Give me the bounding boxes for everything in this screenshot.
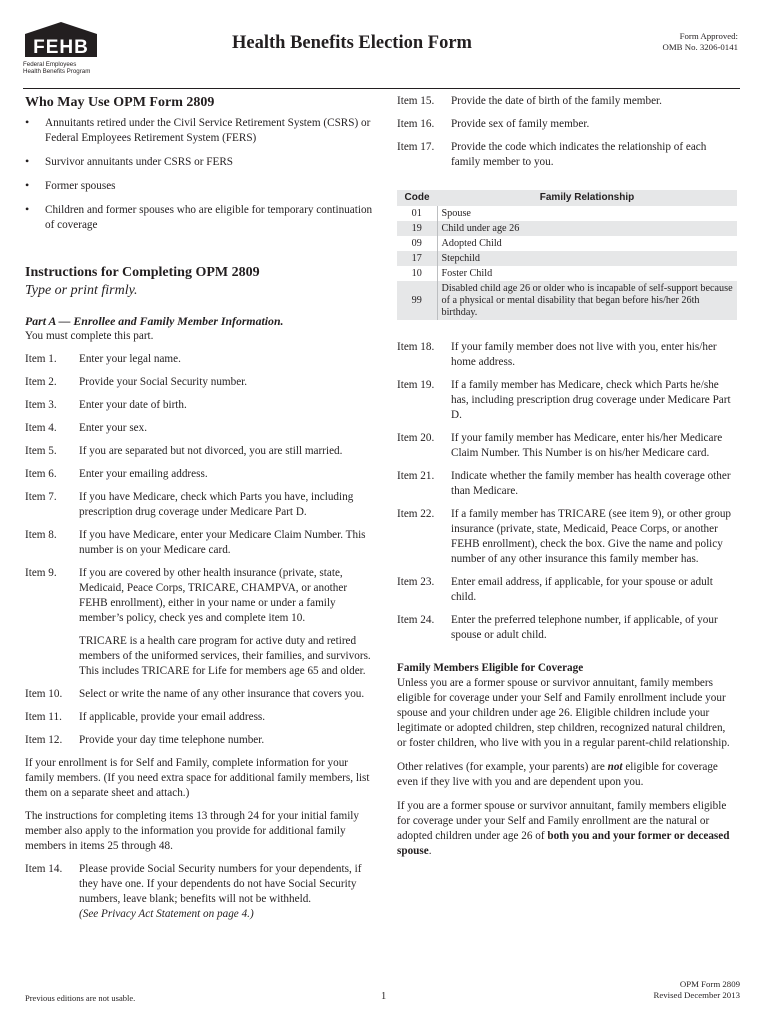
right-column <box>397 94 737 859</box>
code-cell: 09 <box>411 238 422 249</box>
who-bullet: • Annuitants retired under the Civil Service Retirement System (CSRS) or Federal Employees Retirement System (FERS) <box>25 116 377 146</box>
header-divider <box>23 88 740 89</box>
who-bullet: • Children and former spouses who are eligible for temporary continuation of coverage <box>25 203 377 233</box>
previous-editions-note: Previous editions are not usable. <box>25 993 136 1003</box>
part-a-heading: Part A — Enrollee and Family Member Information. <box>25 314 284 328</box>
item-number: Item 9. <box>25 567 57 579</box>
privacy-act-reference: (See Privacy Act Statement on page 4.) <box>79 908 254 920</box>
instruction-item <box>397 613 737 643</box>
instruction-item <box>25 421 377 436</box>
instruction-item <box>25 375 377 390</box>
item-text: Enter your legal name. <box>79 353 181 365</box>
form-revision-block <box>654 979 740 1001</box>
item-number: Item 6. <box>25 468 57 480</box>
relationship-cell: Child under age 26 <box>437 221 737 236</box>
eligible-p2-text-a: Other relatives (for example, your parents) are <box>397 761 608 773</box>
instruction-item <box>397 340 737 370</box>
item-text: If you have Medicare, check which Parts you have, including prescription drug coverage under Medicare Part D. <box>79 491 354 518</box>
item-number: Item 10. <box>25 688 63 700</box>
item-number: Item 11. <box>25 711 62 723</box>
code-cell: 17 <box>397 251 437 266</box>
instruction-item <box>25 398 377 413</box>
self-family-note: If your enrollment is for Self and Family, complete information for your family members. (If you need extra space for additional family members, list them on a separate sheet and attach.) <box>25 757 370 799</box>
instruction-item <box>397 140 737 170</box>
item-text: Enter email address, if applicable, for your spouse or adult child. <box>451 576 713 603</box>
code-cell: 99 <box>397 281 437 320</box>
omb-number: OMB No. 3206-0141 <box>662 42 738 52</box>
item-text: If you are separated but not divorced, you are still married. <box>79 445 343 457</box>
item-number: Item 22. <box>397 508 435 520</box>
item-number: Item 12. <box>25 734 63 746</box>
eligible-paragraph-3 <box>397 799 737 859</box>
instruction-item <box>25 862 377 922</box>
svg-text:FEHB: FEHB <box>33 37 89 58</box>
item-text: Enter your sex. <box>79 422 148 434</box>
relationship-cell: Stepchild <box>437 251 737 266</box>
item-number: Item 8. <box>25 529 57 541</box>
table-row <box>397 221 737 236</box>
item-number: Item 3. <box>25 399 57 411</box>
relationship-cell: Disabled child age 26 or older who is incapable of self-support because of a physical or mental disability that began before his/her 26th birthday. <box>437 281 737 320</box>
eligible-p3-bold: both you and your former or deceased spouse <box>397 830 730 857</box>
instruction-item <box>25 528 377 558</box>
who-heading: Who May Use OPM Form 2809 <box>25 95 215 110</box>
code-cell: 10 <box>411 268 422 279</box>
item-number: Item 23. <box>397 576 435 588</box>
instruction-item <box>397 94 737 109</box>
logo-subtitle-2: Health Benefits Program <box>23 68 91 75</box>
item-text <box>79 862 377 922</box>
relationship-cell: Foster Child <box>437 266 737 281</box>
form-number: OPM Form 2809 <box>679 979 740 989</box>
fehb-logo <box>23 20 99 75</box>
revision-date: Revised December 2013 <box>653 990 740 1000</box>
relationship-cell: Adopted Child <box>437 236 737 251</box>
instruction-item <box>25 710 377 725</box>
code-cell: 19 <box>397 221 437 236</box>
form-approved-label: Form Approved: <box>679 31 738 41</box>
left-column <box>25 94 377 922</box>
relationship-cell: Spouse <box>437 206 737 221</box>
fehb-logo-mark <box>23 20 99 58</box>
item-text: Provide sex of family member. <box>451 118 590 130</box>
instruction-item <box>25 566 377 626</box>
table-row <box>397 236 737 251</box>
item-text: Provide the date of birth of the family member. <box>451 95 662 107</box>
item-list-a <box>25 352 377 748</box>
table-row <box>397 266 737 281</box>
code-column-header: Code <box>397 190 437 206</box>
item-number: Item 1. <box>25 353 57 365</box>
item-text: If you have Medicare, enter your Medicare Claim Number. This number is on your Medicare card. <box>79 529 366 556</box>
instruction-item <box>397 117 737 132</box>
who-bullet: • Former spouses <box>25 179 377 194</box>
item-text: If your family member does not live with you, enter his/her home address. <box>451 341 717 368</box>
page-number: 1 <box>381 991 387 1002</box>
who-bullet: • Survivor annuitants under CSRS or FERS <box>25 155 377 170</box>
item-number: Item 2. <box>25 376 57 388</box>
instruction-item <box>25 444 377 459</box>
table-header-row <box>397 190 737 206</box>
item-text: If applicable, provide your email address. <box>79 711 266 723</box>
tricare-note: TRICARE is a health care program for active duty and retired members of the uniformed services, their families, and survivors. This includes TRICARE for Life for members age 65 and older. <box>79 635 371 677</box>
item-number: Item 5. <box>25 445 57 457</box>
table-row <box>397 281 737 320</box>
item-list-b <box>397 340 737 643</box>
item-number: Item 7. <box>25 491 57 503</box>
item-text: Provide the code which indicates the relationship of each family member to you. <box>451 141 707 168</box>
item-14-text: Please provide Social Security numbers for your dependents, if they have one. If your dependents do not have Social Security numbers, leave blank; benefits will not be withheld. <box>79 863 362 905</box>
item-text: If a family member has TRICARE (see item 9), or other group insurance (private, state, Medicaid, Peace Corps, or another FEHB enrollment), check the box. Give the name and policy number of any other insurance this family member has. <box>451 508 732 565</box>
item-number: Item 4. <box>25 422 57 434</box>
item-number: Item 18. <box>397 341 435 353</box>
eligible-p3-text-b: . <box>428 845 432 857</box>
item-text: Enter your emailing address. <box>79 468 208 480</box>
item-number: Item 19. <box>397 379 435 391</box>
form-approved-block <box>662 31 738 53</box>
item-text: Enter the preferred telephone number, if applicable, of your spouse or adult child. <box>451 614 718 641</box>
table-row <box>397 206 737 221</box>
eligible-p2-not: not <box>607 761 623 773</box>
instruction-item <box>25 490 377 520</box>
instruction-item <box>25 352 377 367</box>
item-text: Indicate whether the family member has health coverage other than Medicare. <box>451 470 731 497</box>
instruction-item <box>25 687 377 702</box>
relationship-code-table <box>397 190 737 320</box>
instruction-item <box>397 431 737 461</box>
item-text: Provide your day time telephone number. <box>79 734 265 746</box>
item-text: If your family member has Medicare, enter his/her Medicare Claim Number. This Number is on his/her Medicare card. <box>451 432 723 459</box>
part-a-note: You must complete this part. <box>25 330 154 342</box>
who-list <box>25 116 377 233</box>
table-row <box>397 251 737 266</box>
instruction-item <box>25 733 377 748</box>
instructions-heading: Instructions for Completing OPM 2809 <box>25 265 260 280</box>
eligible-heading: Family Members Eligible for Coverage <box>397 662 584 674</box>
instruction-item <box>397 507 737 567</box>
item-number: Item 20. <box>397 432 435 444</box>
item-number: Item 14. <box>25 863 63 875</box>
code-cell: 01 <box>411 208 422 219</box>
instruction-item <box>25 467 377 482</box>
item-text: If you are covered by other health insurance (private, state, Medicaid, Peace Corps, TRICARE, CHAMPVA, or another FEHB enrollment), either in your name or under a family member’s policy, check yes and complete item 10. <box>79 567 348 624</box>
instruction-item <box>397 378 737 423</box>
relationship-column-header: Family Relationship <box>437 190 737 206</box>
page-title: Health Benefits Election Form <box>232 33 472 53</box>
item-text: Enter your date of birth. <box>79 399 187 411</box>
item-text: If a family member has Medicare, check which Parts he/she has, including prescription drug coverage under Medicare Part D. <box>451 379 731 421</box>
item-number: Item 15. <box>397 95 435 107</box>
item-number: Item 21. <box>397 470 435 482</box>
eligible-p3-text-a: If you are a former spouse or survivor annuitant, family members eligible for coverage under your Self and Family enrollment are the natural or adopted children under age 26 of <box>397 800 727 842</box>
items-13-24-note: The instructions for completing items 13 through 24 for your initial family member also apply to the information you provide for additional family members in items 25 through 48. <box>25 810 360 852</box>
item-number: Item 16. <box>397 118 435 130</box>
instruction-item <box>397 469 737 499</box>
logo-subtitle-1: Federal Employees <box>23 61 77 68</box>
eligible-paragraph-2 <box>397 760 737 790</box>
eligible-p2-text-b: eligible for coverage even if they live with you and are dependent upon you. <box>397 761 718 788</box>
item-number: Item 17. <box>397 141 435 153</box>
instructions-subheading: Type or print firmly. <box>25 283 138 298</box>
item-number: Item 24. <box>397 614 435 626</box>
instruction-item <box>397 575 737 605</box>
item-text: Provide your Social Security number. <box>79 376 248 388</box>
eligible-paragraph-1: Unless you are a former spouse or survivor annuitant, family members eligible for coverage under your Self and Family enrollment include your spouse and your children under age 26. Eligible children include your legitimate or adopted children, step children, recognized natural children, or foster children, who live with you in a regular parent-child relationship. <box>397 677 730 749</box>
item-text: Select or write the name of any other insurance that covers you. <box>79 688 365 700</box>
